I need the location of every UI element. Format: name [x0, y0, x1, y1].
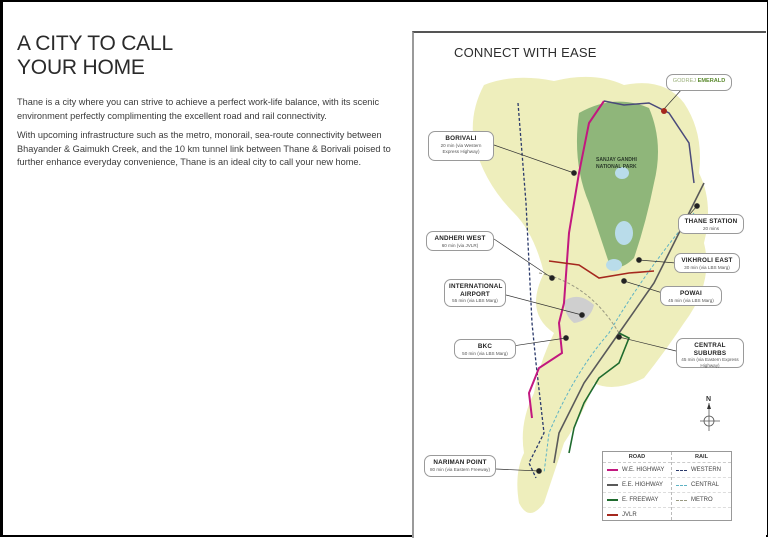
legend-central-rail: CENTRAL [672, 478, 731, 493]
legend-road-column: ROAD W.E. HIGHWAY E.E. HIGHWAY E. FREEWAY JVLR [603, 452, 672, 520]
jvlr-swatch-icon [607, 514, 618, 516]
callout-andheri-west: ANDHERI WEST 60 min (via JVLR) [426, 231, 494, 251]
e-freeway-swatch-icon [607, 499, 618, 501]
callout-nariman-point: NARIMAN POINT 80 min (via Eastern Freeway) [424, 455, 496, 477]
map-title: CONNECT WITH EASE [454, 45, 597, 60]
powai-lake [606, 259, 622, 271]
svg-text:NATIONAL PARK: NATIONAL PARK [596, 164, 637, 170]
legend-rail-column: RAIL WESTERN CENTRAL METRO [672, 452, 731, 520]
legend-we-highway: W.E. HIGHWAY [603, 463, 671, 478]
intro-section [17, 32, 397, 176]
intro-paragraph-2: With upcoming infrastructure such as the metro, monorail, sea-route connectivity between Bhayander & Gaimukh Creek, and the 10 km tunnel link between Thane & Borivali poised to further enhance everyday convenience, Thane is an ideal city to call your new home. [17, 130, 391, 168]
connectivity-map-panel [412, 31, 766, 538]
title-line-1: A CITY TO CALL [17, 32, 173, 55]
godrej-emerald-marker [661, 108, 667, 114]
legend-metro-rail: METRO [672, 493, 731, 508]
title-line-2: YOUR HOME [17, 56, 145, 79]
callout-powai: POWAI 45 min (via LBS Marg) [660, 286, 722, 306]
central-rail-swatch-icon [676, 485, 687, 486]
legend-e-freeway: E. FREEWAY [603, 493, 671, 508]
ee-highway-swatch-icon [607, 484, 618, 486]
callout-bkc: BKC 50 min (via LBS Marg) [454, 339, 516, 359]
legend-jvlr: JVLR [603, 508, 671, 522]
we-highway-swatch-icon [607, 469, 618, 471]
map-legend [602, 451, 732, 521]
compass-icon [698, 393, 722, 433]
callout-borivali: BORIVALI 20 min (via Western Express Highway) [428, 131, 494, 161]
svg-text:N: N [706, 396, 712, 403]
callout-central-suburbs: CENTRAL SUBURBS 45 min (via Eastern Express Highway) [676, 338, 744, 368]
callout-international-airport: INTERNATIONAL AIRPORT 55 min (via LBS Marg) [444, 279, 506, 307]
metro-rail-swatch-icon [676, 500, 687, 501]
legend-western-rail: WESTERN [672, 463, 731, 478]
godrej-emerald-label: GODREJ EMERALD [666, 74, 732, 91]
legend-ee-highway: E.E. HIGHWAY [603, 478, 671, 493]
vihar-lake [615, 221, 633, 245]
callout-thane-station: THANE STATION 20 mins [678, 214, 744, 234]
page-title [17, 32, 397, 80]
park-label: SANJAY GANDHI [596, 157, 637, 163]
callout-vikhroli-east: VIKHROLI EAST 30 min (via LBS Marg) [674, 253, 740, 273]
intro-paragraph-1: Thane is a city where you can strive to achieve a perfect work-life balance, with its scenic environment perfectly complimenting the excellent road and rail connectivity. [17, 97, 380, 121]
western-rail-swatch-icon [676, 470, 687, 471]
